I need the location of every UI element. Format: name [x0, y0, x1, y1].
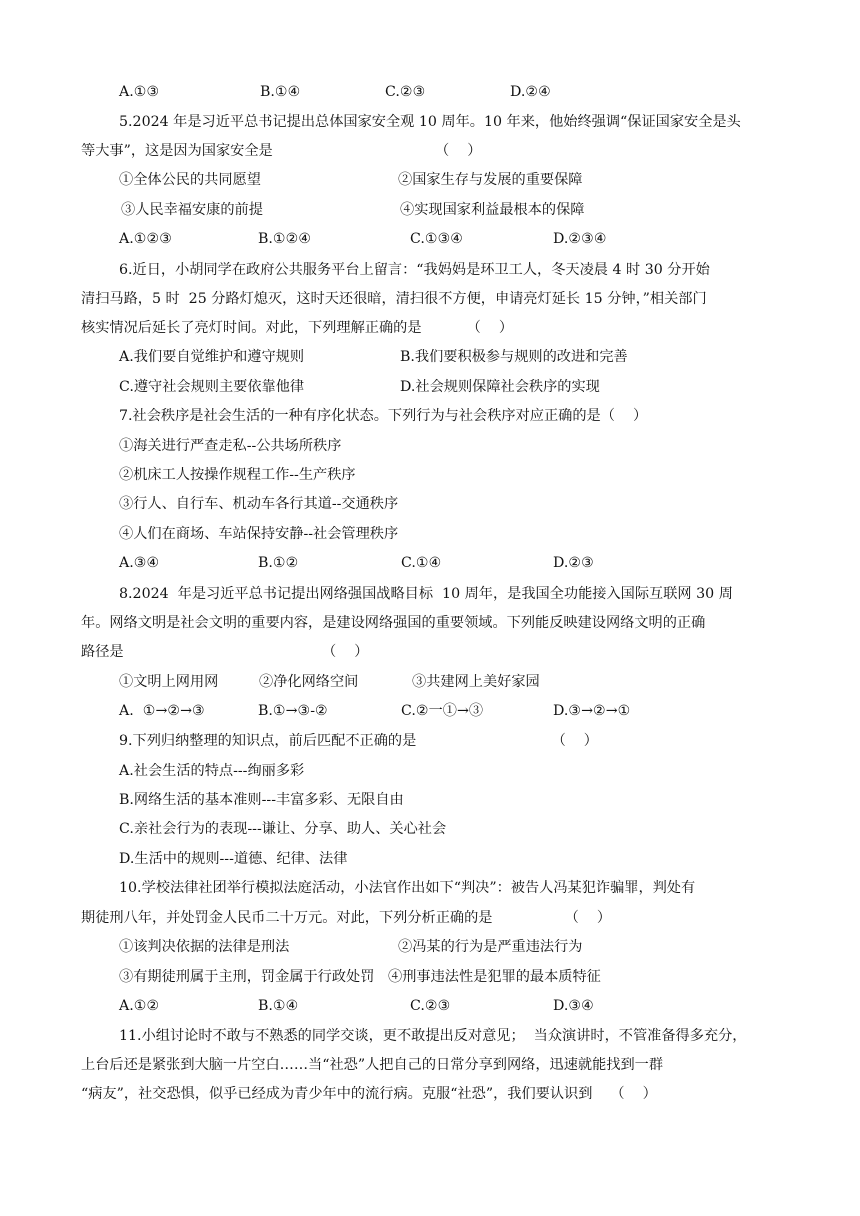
q7-statement-1: ①海关进行严查走私--公共场所秩序 — [119, 438, 342, 454]
q5-statements-row-2 — [0, 200, 585, 220]
q8-stem-line-3: 路径是 （ ） — [81, 644, 369, 660]
q5-option-b: B.①②④ — [258, 231, 312, 247]
q5-option-a: A.①②③ — [119, 231, 172, 247]
q10-option-c: C.②③ — [410, 998, 451, 1014]
q9-option-b: B.网络生活的基本准则---丰富多彩、无限自由 — [119, 792, 404, 808]
q5-statement-3: ③人民幸福安康的前提 — [121, 202, 263, 218]
q7-statement-3: ③行人、自行车、机动车各行其道--交通秩序 — [119, 496, 399, 512]
q9-stem: 9.下列归纳整理的知识点，前后匹配不正确的是 （ ） — [119, 733, 598, 749]
q5-option-d: D.②③④ — [553, 231, 607, 247]
q6-option-d: D.社会规则保障社会秩序的实现 — [400, 379, 600, 395]
q11-stem-line-2: 上台后还是紧张到大脑一片空白……当“社恐”人把自己的日常分享到网络，迅速就能找到一群 — [81, 1057, 664, 1073]
q8-option-d: D.③→②→① — [553, 703, 631, 719]
q5-options — [0, 229, 607, 249]
q6-option-a: A.我们要自觉维护和遵守规则 — [119, 349, 305, 365]
q10-options — [0, 996, 594, 1016]
q4-option-a: A.①③ — [119, 84, 160, 100]
q4-options — [0, 82, 551, 102]
q7-stem: 7.社会秩序是社会生活的一种有序化状态。下列行为与社会秩序对应正确的是（ ） — [119, 408, 648, 424]
q5-statement-4: ④实现国家利益最根本的保障 — [400, 202, 585, 218]
q10-option-b: B.①④ — [258, 998, 299, 1014]
q10-statement-4: ④刑事违法性是犯罪的最本质特征 — [388, 969, 601, 985]
q10-stem-line-1: 10.学校法律社团举行模拟法庭活动，小法官作出如下“判决”：被告人冯某犯诈骗罪，判处有 — [119, 880, 696, 896]
q8-stem-line-2: 年。网络文明是社会文明的重要内容，是建设网络强国的重要领域。下列能反映建设网络文明的正确 — [81, 615, 706, 631]
q8-option-c: C.②一①→③ — [401, 703, 484, 719]
q7-option-d: D.②③ — [553, 555, 594, 571]
q6-stem-line-1: 6.近日，小胡同学在政府公共服务平台上留言：“我妈妈是环卫工人，冬天凌晨 4 时 30 分开始 — [119, 262, 710, 278]
q5-statements-row-1 — [0, 170, 583, 190]
q5-statement-2: ②国家生存与发展的重要保障 — [398, 172, 583, 188]
q4-option-b: B.①④ — [260, 84, 301, 100]
q10-statements-row-1 — [0, 937, 583, 957]
q5-statement-1: ①全体公民的共同愿望 — [119, 172, 261, 188]
q6-option-b: B.我们要积极参与规则的改进和完善 — [400, 349, 628, 365]
q8-options — [0, 701, 631, 721]
q7-option-b: B.①② — [258, 555, 299, 571]
q8-statement-3: ③共建网上美好家园 — [412, 674, 540, 690]
q10-statement-1: ①该判决依据的法律是刑法 — [119, 939, 290, 955]
q7-statement-2: ②机床工人按操作规程工作--生产秩序 — [119, 467, 356, 483]
q6-stem-line-2: 清扫马路，5 时 25 分路灯熄灭，这时天还很暗，清扫很不方便，申请亮灯延长 15 分钟，”相关部门 — [81, 291, 707, 307]
q7-option-c: C.①④ — [401, 555, 442, 571]
q7-statement-4: ④人们在商场、车站保持安静--社会管理秩序 — [119, 526, 399, 542]
q10-statement-2: ②冯某的行为是严重违法行为 — [398, 939, 583, 955]
q7-options — [0, 553, 594, 573]
q11-stem-line-3: “病友”，社交恐惧，似乎已经成为青少年中的流行病。克服“社恐”，我们要认识到 （ ） — [81, 1086, 657, 1102]
q10-statement-3: ③有期徒刑属于主刑，罚金属于行政处罚 — [119, 969, 375, 985]
q7-option-a: A.③④ — [119, 555, 160, 571]
q10-statements-row-2 — [0, 967, 601, 987]
q6-stem-line-3: 核实情况后延长了亮灯时间。对此，下列理解正确的是 （ ） — [81, 320, 514, 336]
q8-statement-1: ①文明上网用网 — [119, 674, 219, 690]
q4-option-d: D.②④ — [510, 84, 551, 100]
q5-stem-line-2: 等大事”，这是因为国家安全是 （ ） — [81, 143, 482, 159]
q8-option-a: A. ①→②→③ — [119, 703, 205, 719]
q10-option-a: A.①② — [119, 998, 160, 1014]
q4-option-c: C.②③ — [385, 84, 426, 100]
q10-option-d: D.③④ — [553, 998, 594, 1014]
q10-stem-line-2: 期徒刑八年，并处罚金人民币二十万元。对此，下列分析正确的是 （ ） — [81, 910, 612, 926]
q8-statement-2: ②净化网络空间 — [259, 674, 359, 690]
q6-options-row-1 — [0, 347, 628, 367]
q9-option-d: D.生活中的规则---道德、纪律、法律 — [119, 851, 348, 867]
q8-stem-line-1: 8.2024 年是习近平总书记提出网络强国战略目标 10 周年，是我国全功能接入国际互联网 30 周 — [119, 586, 733, 602]
q6-options-row-2 — [0, 377, 600, 397]
q5-option-c: C.①③④ — [410, 231, 464, 247]
q5-stem-line-1: 5.2024 年是习近平总书记提出总体国家安全观 10 周年。10 年来，他始终强调“保证国家安全是头 — [119, 114, 741, 130]
q6-option-c: C.遵守社会规则主要依靠他律 — [119, 379, 305, 395]
q9-option-c: C.亲社会行为的表现---谦让、分享、助人、关心社会 — [119, 821, 447, 837]
q11-stem-line-1: 11.小组讨论时不敢与不熟悉的同学交谈，更不敢提出反对意见； 当众演讲时，不管准备得多充分， — [119, 1028, 747, 1044]
q9-option-a: A.社会生活的特点---绚丽多彩 — [119, 763, 305, 779]
q8-option-b: B.①→③-② — [258, 703, 328, 719]
q8-statements — [0, 672, 540, 692]
